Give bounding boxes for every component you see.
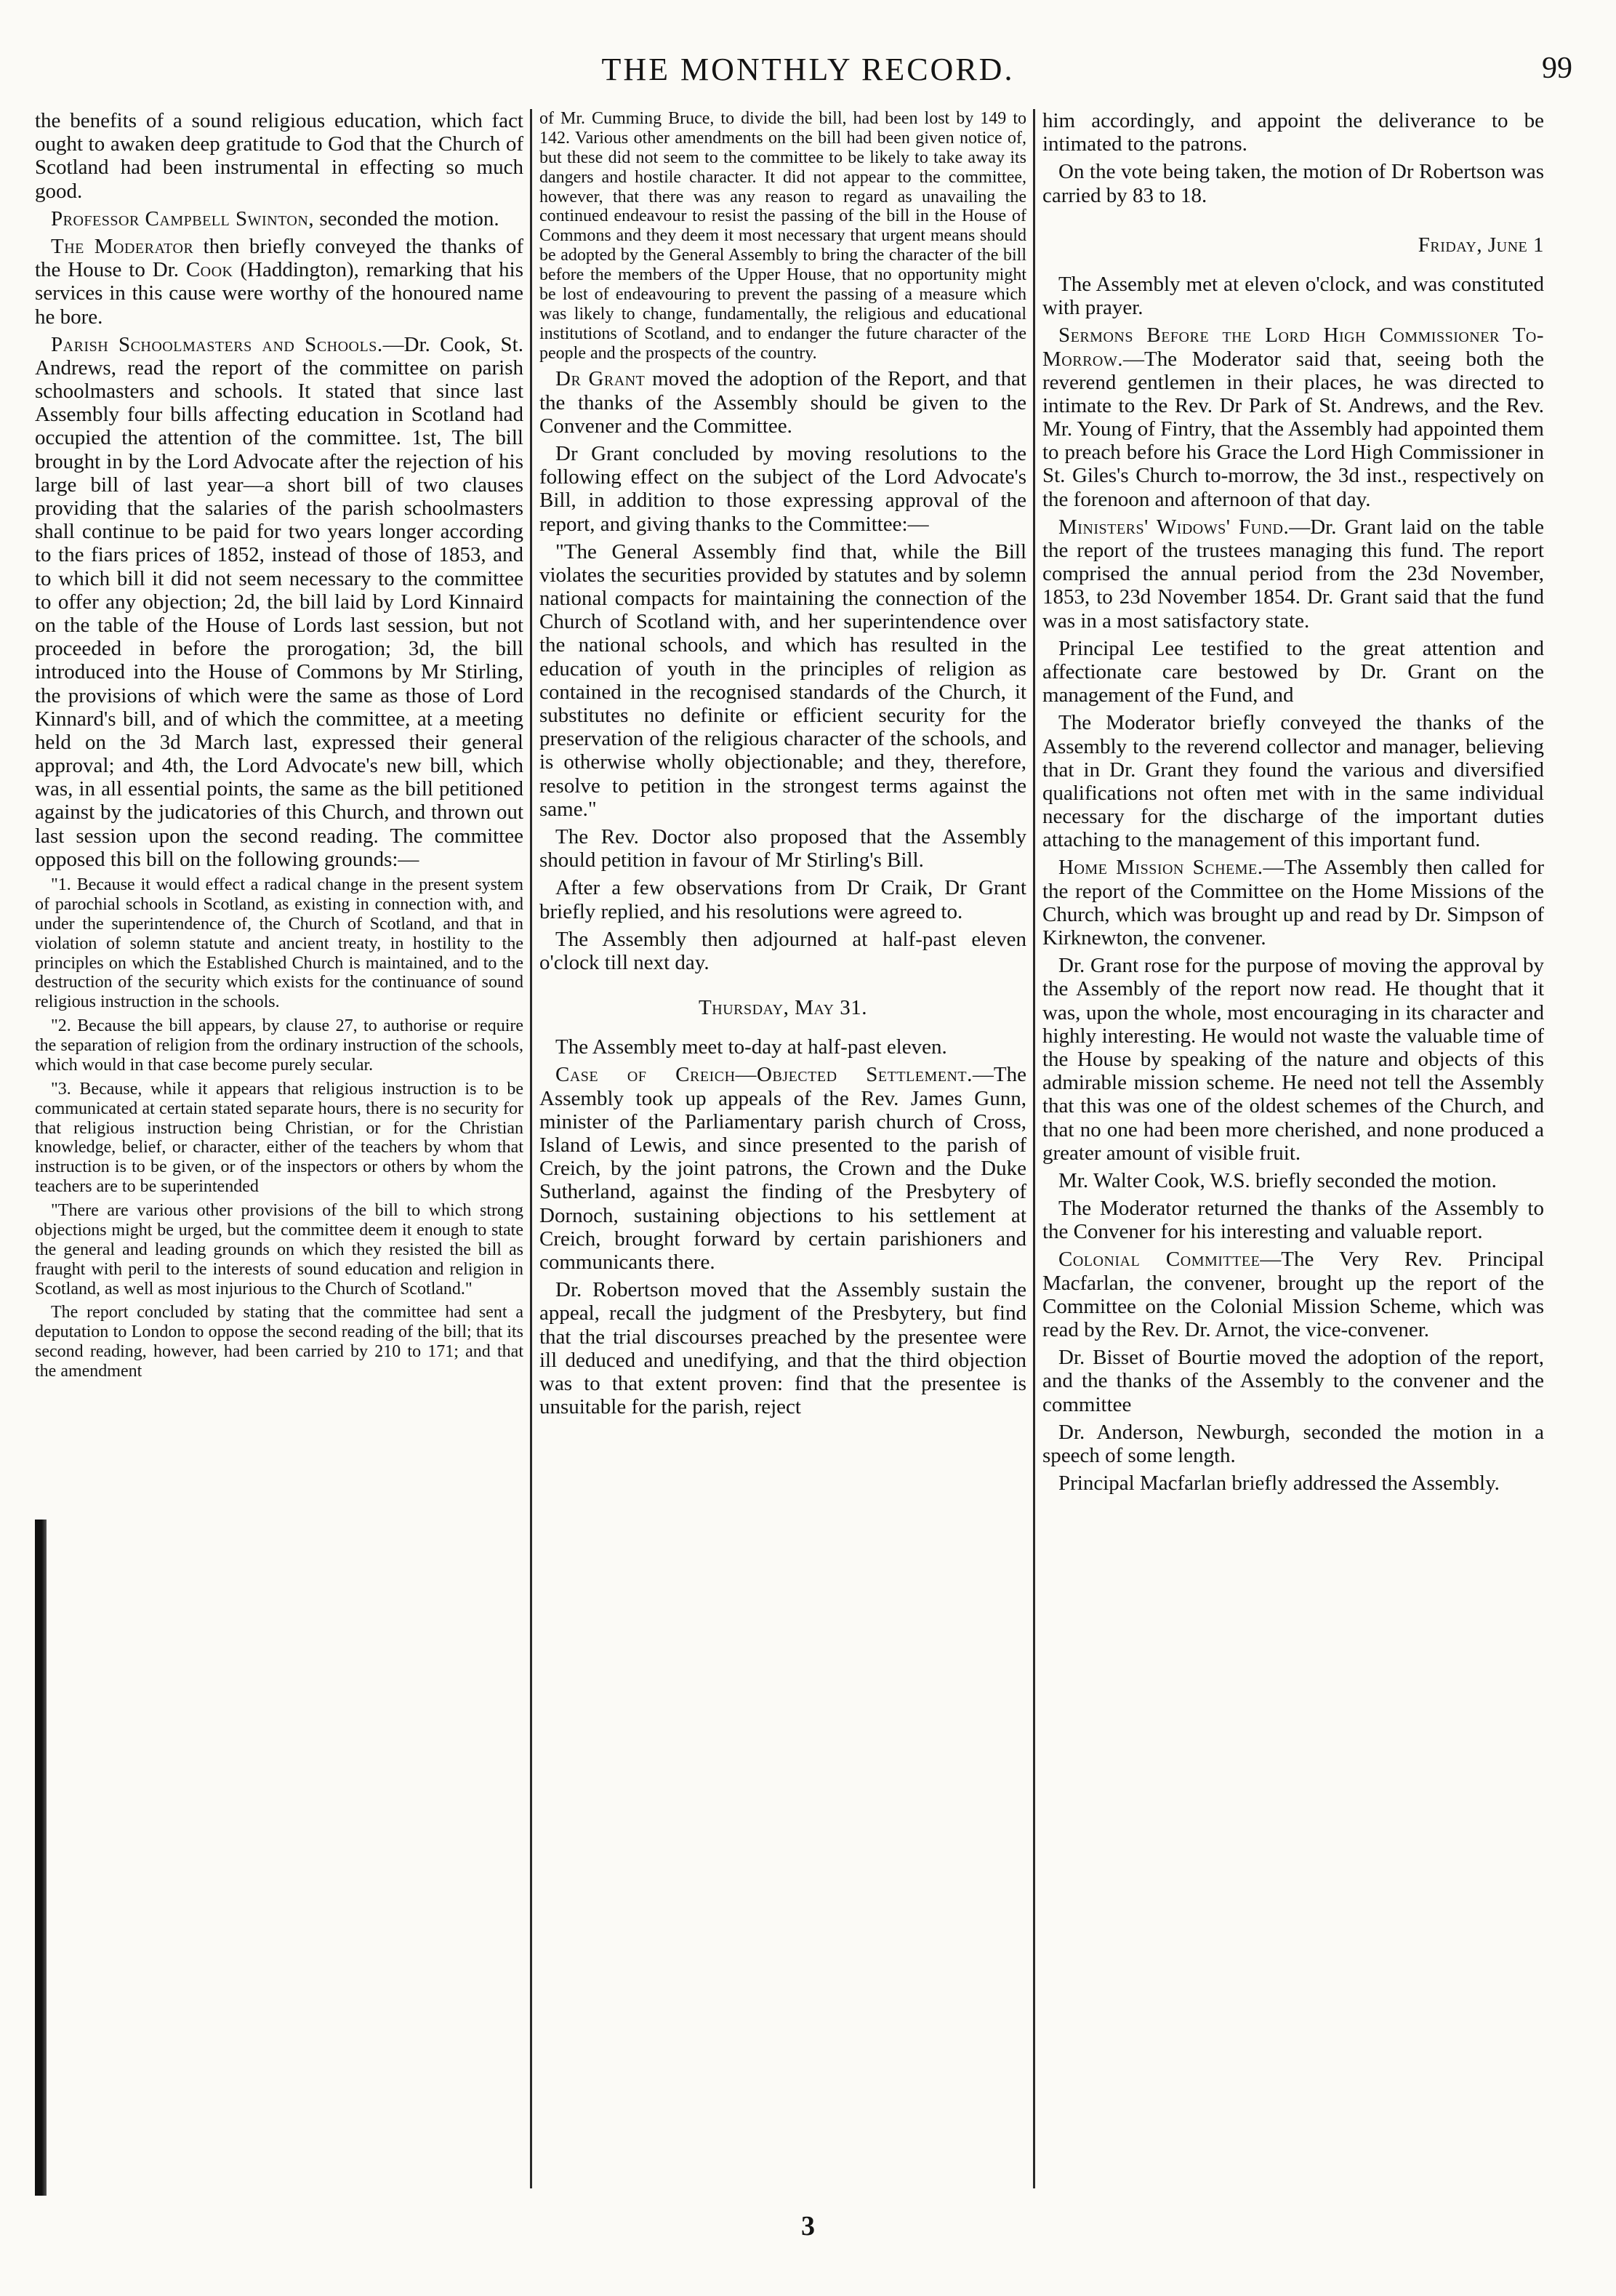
paragraph <box>1042 856 1544 950</box>
speaker-name: The Moderator <box>51 234 194 258</box>
paragraph: Principal Macfarlan briefly addressed the Assembly. <box>1058 1472 1500 1496</box>
paragraph: Dr. Robertson moved that the Assembly sustain the appeal, recall the judgment of the Presbytery, but find that the trial discourses preached by the presentee were ill deduced and unedifying, and that the third objection was to that extent proven: find that the presentee is unsuitable for the parish, reject <box>539 1278 1026 1419</box>
paragraph-text: seconded the motion. <box>314 206 499 230</box>
section-heading: Case of Creich—Objected Settlement. <box>555 1063 973 1087</box>
paragraph: Dr. Bisset of Bourtie moved the adoption of the report, and the thanks of the Assembly to the convener and the committee <box>1042 1346 1544 1416</box>
quoted-ground: "3. Because, while it appears that religious instruction is to be communicated at certain stated separate hours, there is no security for that religious instruction being Christian, or for the Christian knowledge, belief, or character, either of the teachers by whom that instruction is to be given, or of the inspectors or others by whom the teachers are to be superintended <box>35 1079 523 1197</box>
paragraph: The report concluded by stating that the committee had sent a deputation to London to oppose the second reading of the bill; that its second reading, however, had been carried by 210 to 171; and that the amendment <box>35 1303 523 1381</box>
column-2 <box>539 109 1026 2196</box>
paragraph <box>35 235 523 329</box>
paragraph-text: —The Very Rev. Principal Macfarlan, the convener, brought up the report of the Committee on the Colonial Mission Scheme, which was read by the Rev. Dr. Arnot, the vice-convener. <box>1042 1248 1544 1341</box>
section-heading: Colonial Committee <box>1058 1248 1261 1272</box>
paragraph-text: (Haddington), remarking that his services in this cause were worthy of the honoured name he bore. <box>35 258 523 329</box>
section-heading: Ministers' Widows' Fund. <box>1058 515 1290 539</box>
paragraph: Mr. Walter Cook, W.S. briefly seconded the motion. <box>1058 1168 1497 1192</box>
paragraph <box>1042 1248 1544 1341</box>
paragraph: The Assembly then adjourned at half-past eleven o'clock till next day. <box>539 927 1026 974</box>
paragraph: the benefits of a sound religious education, which fact ought to awaken deep gratitude to God that the Church of Scotland had been instrumental in effecting so much good. <box>35 109 523 203</box>
date-heading: Thursday, May 31. <box>699 996 867 1020</box>
paragraph-text: —Dr. Grant laid on the table the report of the trustees managing this fund. The report comprised the annual period from the 23d November, 1853, to 23d November 1854. Dr. Grant said that the fund was in a most satisfactory state. <box>1042 515 1544 633</box>
paragraph-text: then briefly conveyed the thanks of the House to Dr. <box>35 234 523 282</box>
quoted-ground: "2. Because the bill appears, by clause 27, to authorise or require the separation of religion from the ordinary instruction of the schools, which would in that case become purely secular. <box>35 1016 523 1075</box>
paragraph: of Mr. Cumming Bruce, to divide the bill, had been lost by 149 to 142. Various other amendments on the bill had been given notice of, but these did not seem to the committee to be likely to take away its dangers and hostile character. It did not appear to the committee, however, that there was any reason to regard as unavailing the continued endeavour to resist the passing of the bill in the House of Commons and they deem it most necessary that urgent means should be adopted by the General Assembly to bring the character of the bill before the members of the Upper House, that no opportunity might be lost of endeavouring to prevent the passing of a measure which was likely to change, fundamentally, the religious and educational institutions of Scotland, and to endanger the future character of the people and the prospects of the country. <box>539 109 1026 363</box>
section-heading: Home Mission Scheme. <box>1058 856 1263 880</box>
paragraph-text: moved the adoption of the Report, and that the thanks of the Assembly should be given to the Convener and the Committee. <box>539 367 1026 438</box>
paragraph-text: —The Moderator said that, seeing both the reverend gentlemen in their places, he was directed to intimate to the Rev. Dr Park of St. Andrews, and the Rev. Mr. Young of Fintry, that the Assembly had appointed them to preach before his Grace the Lord High Commissioner in St. Giles's Church to-morrow, the 3d inst., respectively on the forenoon and afternoon of that day. <box>1042 347 1544 511</box>
page-title: THE MONTHLY RECORD. <box>601 52 1015 87</box>
paragraph-text: —Dr. Cook, St. Andrews, read the report of the committee on parish schoolmasters and schools. It stated that since last Assembly four bills affecting education in Scotland had occupied the attention of the committee. 1st, The bill brought in by the Lord Advocate after the rejection of his large bill of last year—a short bill of two clauses providing that the salaries of the parish schoolmasters shall continue to be paid for two years longer according to the fiars prices of 1852, instead of those of 1853, and to which bill it did not seem necessary to the committee to offer any objection; 2d, the bill laid by Lord Kinnaird on the table of the House of Lords last session, but not proceeded in before the prorogation; 3d, the bill introduced into the House of Commons by Mr Stirling, the provisions of which were the same as those of Lord Kinnard's bill, and of which the committee, at a meeting held on the 3d March last, expressed their general approval; and 4th, the Lord Advocate's new bill, which was, in all essential points, the same as the bill petitioned against by the judicatories of this Church, and thrown out last session upon the second reading. The committee opposed this bill on the following grounds:— <box>35 332 523 871</box>
speaker-name: Dr Grant <box>555 367 646 391</box>
paragraph <box>539 1063 1026 1274</box>
binding-shadow <box>35 1520 47 2196</box>
quoted-ground: "There are various other provisions of the bill to which strong objections might be urged, but the committee deem it enough to state the general and leading grounds on which they resisted the bill as fraught with peril to the interests of sound education and religion in Scotland, as well as most injurious to the Church of Scotland." <box>35 1201 523 1298</box>
column-1 <box>35 109 523 2196</box>
section-heading: Parish Schoolmasters and Schools. <box>51 332 383 356</box>
signature-mark: 3 <box>801 2211 815 2241</box>
paragraph: The Rev. Doctor also proposed that the Assembly should petition in favour of Mr Stirling's Bill. <box>539 824 1026 872</box>
paragraph: Dr. Anderson, Newburgh, seconded the motion in a speech of some length. <box>1042 1420 1544 1467</box>
page-number: 99 <box>1542 52 1572 85</box>
column-rule-1 <box>530 109 532 2188</box>
column-3 <box>1042 109 1544 2196</box>
paragraph: Dr. Grant rose for the purpose of moving the approval by the Assembly of the report now read. He thought that it was, upon the whole, most encouraging in its character and highly interesting. He would not waste the valuable time of the House by speaking of the nature and objects of this admirable mission scheme. He need not tell the Assembly that this was one of the oldest schemes of the Church, and that no one had been more cherished, and none produced a greater amount of visible fruit. <box>1042 954 1544 1165</box>
paragraph: The Moderator returned the thanks of the Assembly to the Convener for his interesting and valuable report. <box>1042 1197 1544 1244</box>
paragraph <box>539 367 1026 438</box>
paragraph: Principal Lee testified to the great attention and affectionate care bestowed by Dr. Grant on the management of the Fund, and <box>1042 636 1544 707</box>
section-heading: Sermons Before the Lord High Commissioner To-Morrow. <box>1042 324 1544 371</box>
speaker-name: Cook <box>185 258 233 282</box>
paragraph: On the vote being taken, the motion of Dr Robertson was carried by 83 to 18. <box>1042 160 1544 207</box>
paragraph: After a few observations from Dr Craik, Dr Grant briefly replied, and his resolutions were agreed to. <box>539 876 1026 923</box>
paragraph: him accordingly, and appoint the deliverance to be intimated to the patrons. <box>1042 109 1544 156</box>
paragraph <box>1042 515 1544 633</box>
running-header <box>44 51 1572 95</box>
speaker-name: Professor Campbell Swinton, <box>51 206 315 230</box>
paragraph <box>35 207 523 230</box>
paragraph: The Assembly meet to-day at half-past eleven. <box>555 1035 947 1059</box>
date-heading: Friday, June 1 <box>1418 233 1544 257</box>
paragraph-text: —The Assembly took up appeals of the Rev. James Gunn, minister of the Parliamentary parish church of Cross, Island of Lewis, and since presented to the parish of Creich, by the joint patrons, the Crown and the Duke Sutherland, against the finding of the Presbytery of Dornoch, sustaining objections to his settlement at Creich, brought forward by certain parishioners and communicants there. <box>539 1063 1026 1274</box>
paragraph <box>1042 324 1544 511</box>
paragraph: The Moderator briefly conveyed the thanks of the Assembly to the reverend collector and manager, believing that in Dr. Grant they found the various and diversified qualifications not often met with in the same individual necessary for the discharge of the important duties attaching to the management of this important fund. <box>1042 711 1544 852</box>
paragraph: The Assembly met at eleven o'clock, and was constituted with prayer. <box>1042 272 1544 320</box>
quoted-ground: "1. Because it would effect a radical change in the present system of parochial schools in Scotland, as existing in connection with, and under the superintendence of, the Church of Scotland, and that in violation of solemn statute and ancient treaty, in hostility to the principles on which the Established Church is maintained, and to the destruction of the security which exists for the continuance of sound religious instruction in the schools. <box>35 875 523 1012</box>
paragraph <box>35 333 523 871</box>
paragraph-text: —The Assembly then called for the report of the Committee on the Home Missions of the Church, which was brought up and read by Dr. Simpson of Kirknewton, the convener. <box>1042 856 1544 950</box>
paragraph: "The General Assembly find that, while the Bill violates the securities provided by statutes and by solemn national compacts for maintaining the connection of the Church of Scotland with, and her superintendence over the national schools, and which has resulted in the education of youth in the principles of religion as contained in the recognised standards of the Church, it substitutes no definite or efficient security for the preservation of the religious character of the schools, and is otherwise wholly objectionable; and they, therefore, resolve to petition in the strongest terms against the same." <box>539 539 1026 821</box>
paragraph: Dr Grant concluded by moving resolutions to the following effect on the subject of the Lord Advocate's Bill, in addition to those expressing approval of the report, and giving thanks to the Committee:— <box>539 441 1026 536</box>
column-rule-2 <box>1033 109 1035 2188</box>
